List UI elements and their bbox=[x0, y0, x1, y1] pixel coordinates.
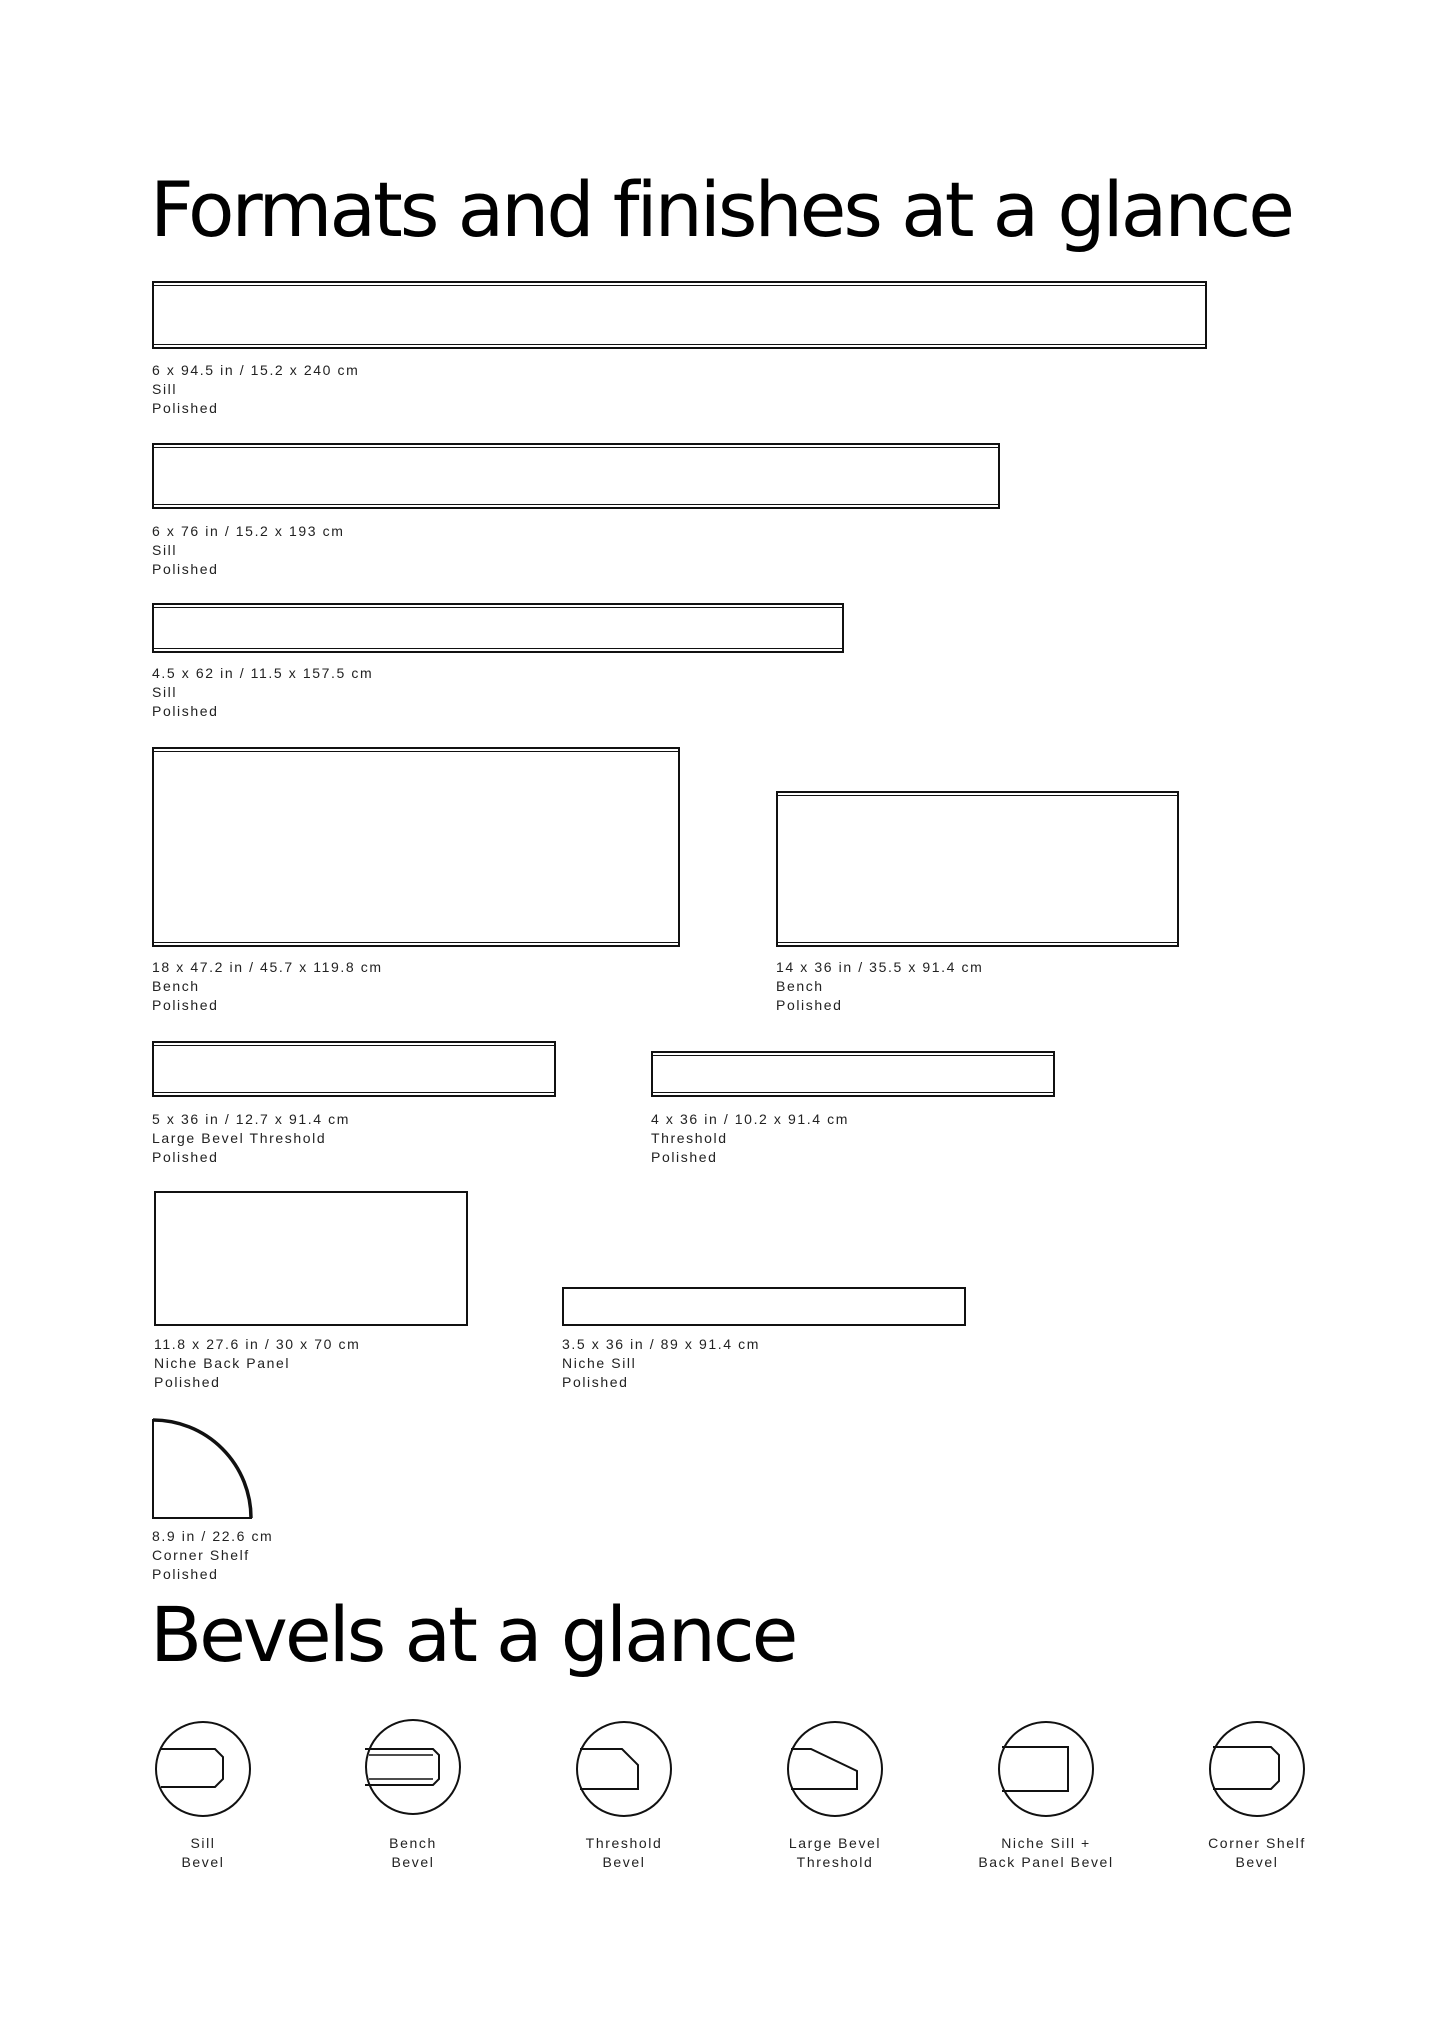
format-shape-threshold bbox=[651, 1051, 1055, 1097]
format-caption bbox=[152, 361, 359, 418]
format-type: Bench bbox=[776, 978, 824, 994]
format-size: 3.5 x 36 in / 89 x 91.4 cm bbox=[562, 1336, 761, 1352]
format-shape-large-bevel-threshold bbox=[152, 1041, 556, 1097]
bevel-label-bench: Bench Bevel bbox=[389, 1835, 437, 1870]
format-finish: Polished bbox=[152, 997, 219, 1013]
format-type: Large Bevel Threshold bbox=[152, 1130, 327, 1146]
format-finish: Polished bbox=[154, 1374, 221, 1390]
format-shape-bench-47 bbox=[152, 747, 680, 947]
corner-shelf-bevel-icon bbox=[1207, 1719, 1307, 1819]
format-size: 5 x 36 in / 12.7 x 91.4 cm bbox=[152, 1111, 351, 1127]
format-size: 6 x 94.5 in / 15.2 x 240 cm bbox=[152, 362, 360, 378]
format-shape-niche-back-panel bbox=[154, 1191, 468, 1326]
bevel-label-corner-shelf: Corner Shelf Bevel bbox=[1208, 1835, 1306, 1870]
format-size: 6 x 76 in / 15.2 x 193 cm bbox=[152, 523, 345, 539]
bevel-label-niche-sill-back-panel: Niche Sill + Back Panel Bevel bbox=[978, 1835, 1114, 1870]
format-size: 4 x 36 in / 10.2 x 91.4 cm bbox=[651, 1111, 850, 1127]
format-finish: Polished bbox=[651, 1149, 718, 1165]
format-type: Corner Shelf bbox=[152, 1547, 250, 1563]
format-finish: Polished bbox=[152, 1149, 219, 1165]
sill-bevel-icon bbox=[153, 1719, 253, 1819]
format-type: Niche Back Panel bbox=[154, 1355, 291, 1371]
format-type: Bench bbox=[152, 978, 200, 994]
bevel-label-sill: Sill Bevel bbox=[181, 1835, 225, 1870]
format-type: Sill bbox=[152, 542, 178, 558]
format-shape-sill-76 bbox=[152, 443, 1000, 509]
format-caption bbox=[152, 522, 345, 579]
bevel-label-threshold: Threshold Bevel bbox=[585, 1835, 663, 1870]
format-caption bbox=[152, 958, 383, 1015]
format-caption bbox=[776, 958, 983, 1015]
bench-bevel-icon bbox=[363, 1717, 463, 1817]
format-size: 18 x 47.2 in / 45.7 x 119.8 cm bbox=[152, 959, 383, 975]
niche-sill-back-panel-bevel-icon bbox=[996, 1719, 1096, 1819]
format-shape-sill-94 bbox=[152, 281, 1207, 349]
bevels-title: Bevels at a glance bbox=[150, 1590, 796, 1679]
format-type: Sill bbox=[152, 684, 178, 700]
bevel-label-large-bevel-threshold: Large Bevel Threshold bbox=[788, 1835, 882, 1870]
format-shape-niche-sill bbox=[562, 1287, 966, 1326]
format-caption bbox=[152, 1527, 273, 1584]
threshold-bevel-icon bbox=[574, 1719, 674, 1819]
format-caption bbox=[152, 1110, 350, 1167]
format-caption bbox=[651, 1110, 849, 1167]
format-shape-sill-62 bbox=[152, 603, 844, 653]
format-type: Threshold bbox=[651, 1130, 728, 1146]
format-shape-bench-36 bbox=[776, 791, 1179, 947]
format-finish: Polished bbox=[562, 1374, 629, 1390]
format-size: 14 x 36 in / 35.5 x 91.4 cm bbox=[776, 959, 984, 975]
format-finish: Polished bbox=[152, 400, 219, 416]
format-shape-corner-shelf bbox=[151, 1418, 253, 1520]
format-caption bbox=[154, 1335, 360, 1392]
format-finish: Polished bbox=[776, 997, 843, 1013]
format-finish: Polished bbox=[152, 1566, 219, 1582]
format-caption bbox=[152, 664, 373, 721]
formats-title: Formats and finishes at a glance bbox=[150, 165, 1293, 254]
format-finish: Polished bbox=[152, 703, 219, 719]
format-size: 11.8 x 27.6 in / 30 x 70 cm bbox=[154, 1336, 361, 1352]
format-size: 8.9 in / 22.6 cm bbox=[152, 1528, 274, 1544]
format-finish: Polished bbox=[152, 561, 219, 577]
format-type: Sill bbox=[152, 381, 178, 397]
format-caption bbox=[562, 1335, 760, 1392]
format-size: 4.5 x 62 in / 11.5 x 157.5 cm bbox=[152, 665, 374, 681]
large-bevel-threshold-icon bbox=[785, 1719, 885, 1819]
format-type: Niche Sill bbox=[562, 1355, 637, 1371]
